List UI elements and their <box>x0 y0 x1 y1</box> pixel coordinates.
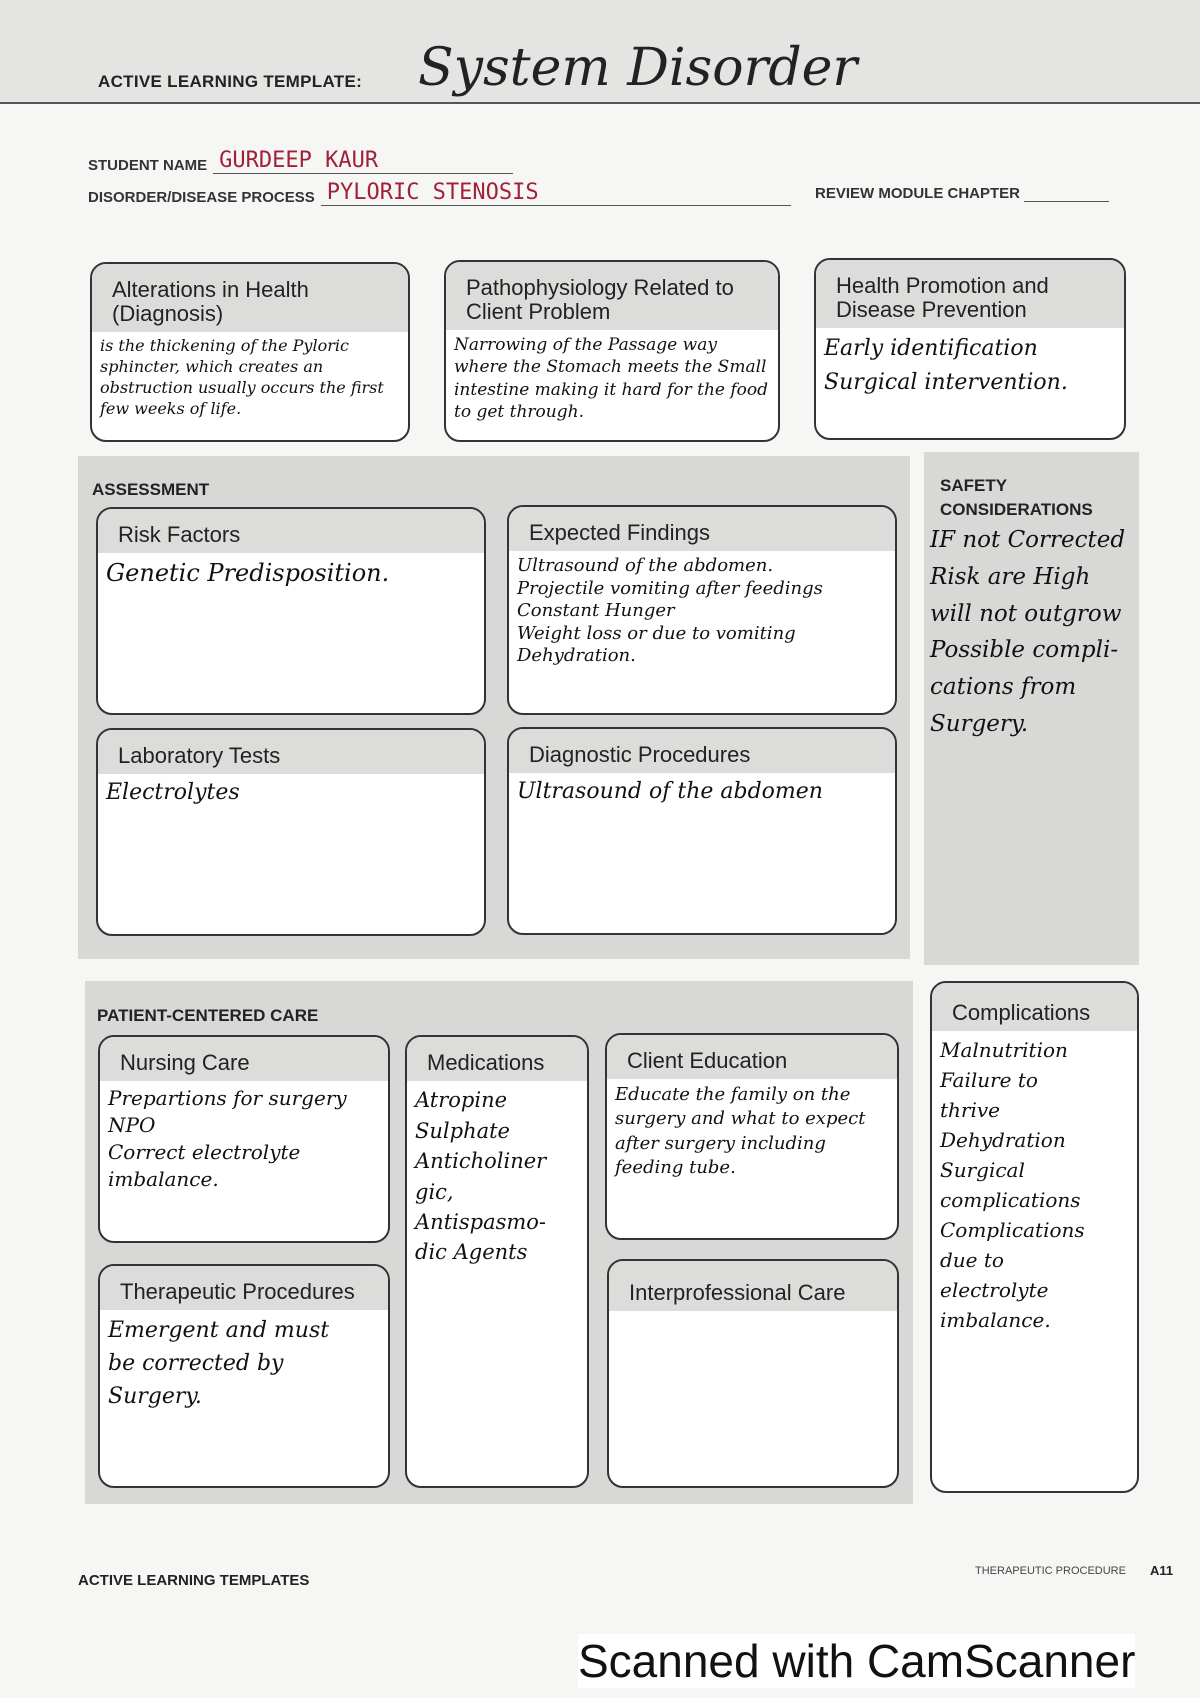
box-title: Risk Factors <box>98 509 484 553</box>
page-title: System Disorder <box>418 38 858 98</box>
box-title: Therapeutic Procedures <box>100 1266 388 1310</box>
box-title: Client Education <box>607 1035 897 1079</box>
risk-factors-box <box>96 507 486 715</box>
box-text[interactable]: Ultrasound of the abdomen <box>517 779 823 805</box>
box-title: Medications <box>407 1037 587 1081</box>
student-name-field[interactable]: GURDEEP KAUR <box>213 148 513 174</box>
disorder-label: DISORDER/DISEASE PROCESS <box>88 189 315 206</box>
safety-text[interactable]: IF not Corrected Risk are High will not outgrow Possible compli- cations from Surgery. <box>930 527 1126 737</box>
box-text[interactable]: Malnutrition Failure to thrive Dehydration Surgical complications Complications due to electrolyte imbalance. <box>940 1038 1085 1333</box>
box-text[interactable]: Educate the family on the surgery and what to expect after surgery including feeding tube. <box>615 1084 866 1179</box>
client-education-box <box>605 1033 899 1240</box>
box-text[interactable]: Emergent and must be corrected by Surgery. <box>108 1318 330 1410</box>
nursing-care-box <box>98 1035 390 1243</box>
template-label: ACTIVE LEARNING TEMPLATE: <box>98 72 363 91</box>
complications-box <box>930 981 1139 1493</box>
box-text[interactable]: is the thickening of the Pyloric sphincter, which creates an obstruction usually occurs the first few weeks of life. <box>100 336 384 418</box>
box-text[interactable]: Narrowing of the Passage way where the Stomach meets the Small intestine making it hard for the food to get through. <box>454 335 769 422</box>
disorder-field[interactable]: PYLORIC STENOSIS <box>321 180 791 206</box>
chapter-row <box>815 180 1109 202</box>
box-text[interactable] <box>609 1311 897 1319</box>
box-title: Complications <box>932 983 1137 1031</box>
box-text[interactable]: Genetic Predisposition. <box>106 559 390 588</box>
box-text[interactable]: Ultrasound of the abdomen. Projectile vomiting after feedings Constant Hunger Weight loss or due to vomiting Dehydration. <box>517 555 823 667</box>
assessment-label: ASSESSMENT <box>92 480 210 499</box>
box-title: Diagnostic Procedures <box>509 729 895 773</box>
safety-label: SAFETY CONSIDERATIONS <box>940 476 1093 519</box>
box-text[interactable]: Electrolytes <box>106 780 240 806</box>
chapter-label: REVIEW MODULE CHAPTER <box>815 185 1021 202</box>
box-title: Alterations in Health (Diagnosis) <box>92 264 408 332</box>
laboratory-tests-box <box>96 728 486 936</box>
pathophysiology-box <box>444 260 780 442</box>
box-title: Expected Findings <box>509 507 895 551</box>
therapeutic-procedures-box <box>98 1264 390 1488</box>
footer-section: THERAPEUTIC PROCEDURE <box>975 1565 1126 1577</box>
expected-findings-box <box>507 505 897 715</box>
patient-centered-care-label: PATIENT-CENTERED CARE <box>97 1006 319 1025</box>
alterations-box <box>90 262 410 442</box>
diagnostic-procedures-box <box>507 727 897 935</box>
box-title: Laboratory Tests <box>98 730 484 774</box>
camscanner-watermark: Scanned with CamScanner <box>578 1635 1136 1687</box>
box-text[interactable]: Prepartions for surgery NPO Correct electrolyte imbalance. <box>108 1086 347 1192</box>
health-promotion-box <box>814 258 1126 440</box>
box-title: Nursing Care <box>100 1037 388 1081</box>
chapter-field[interactable] <box>1024 180 1109 202</box>
interprofessional-care-box <box>607 1259 899 1488</box>
box-title: Health Promotion and Disease Prevention <box>816 260 1124 328</box>
box-text[interactable]: Early identification Surgical intervention. <box>824 336 1068 396</box>
student-name-label: STUDENT NAME <box>88 157 208 174</box>
box-title: Pathophysiology Related to Client Problem <box>446 262 778 330</box>
student-name-row <box>88 148 513 174</box>
box-text[interactable]: Atropine Sulphate Anticholiner gic, Antispasmo- dic Agents <box>415 1088 547 1265</box>
box-title: Interprofessional Care <box>609 1261 897 1311</box>
medications-box <box>405 1035 589 1488</box>
footer-left: ACTIVE LEARNING TEMPLATES <box>78 1572 310 1589</box>
page-number: A11 <box>1150 1563 1174 1578</box>
disorder-row <box>88 180 791 206</box>
